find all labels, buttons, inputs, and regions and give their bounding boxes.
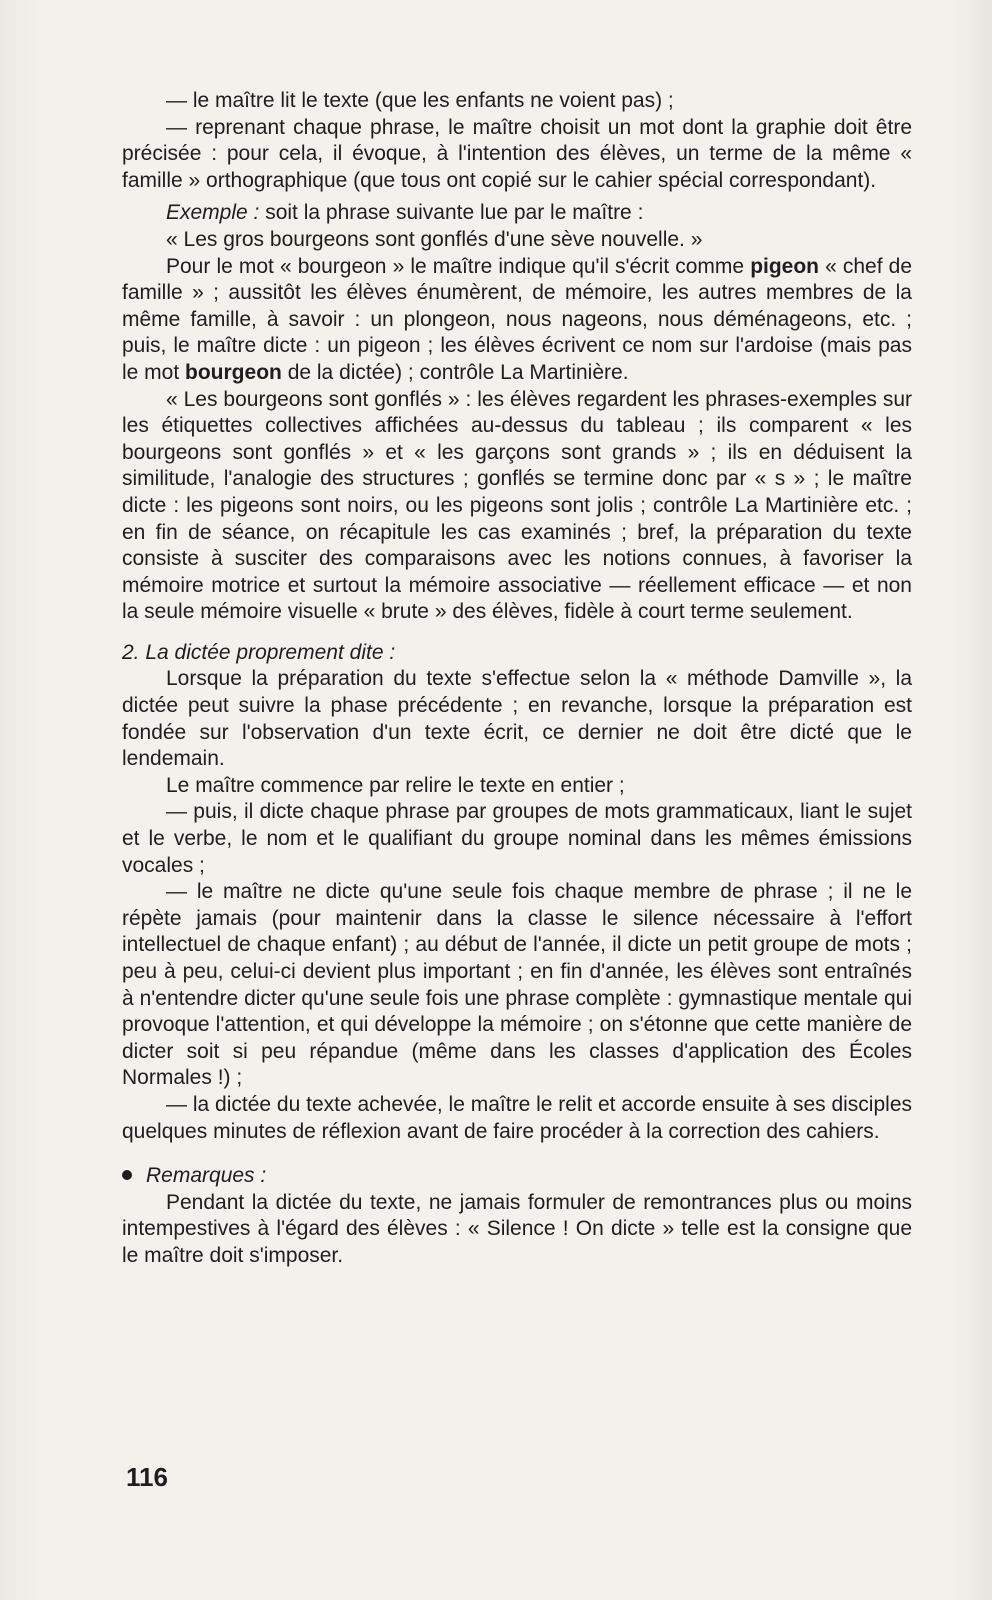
- paragraph-reading: — le maître lit le texte (que les enfants ne voient pas) ;: [166, 89, 674, 112]
- remarques-heading: [122, 1163, 912, 1190]
- pigeon-word: pigeon: [750, 254, 820, 278]
- section-heading: 2. La dictée proprement dite :: [122, 640, 396, 664]
- bullet-icon: [122, 1170, 132, 1180]
- paragraph-correction: — la dictée du texte achevée, le maître le relit et accorde ensuite à ses disciples quelques minutes de réflexion avant de faire procéder à la correction des cahiers.: [122, 1092, 912, 1143]
- example-text: soit la phrase suivante lue par le maître :: [259, 201, 644, 225]
- bourgeon-text-b: « chef de famille » ; aussitôt les élèves énumèrent, de mémoire, les autres membres de la même famille, à savoir : un plongeon, nous nageons, nous déménageons, etc. ; puis, le maître dicte : un pigeon ; les élèves écrivent ce nom sur l'ardoise (mais pas le mot: [122, 254, 913, 384]
- paragraph-une-fois: — le maître ne dicte qu'une seule fois chaque membre de phrase ; il ne le répète jamais (pour maintenir dans la classe le silence nécessaire à l'effort intellectuel de chaque enfant) ; au début de l'année, il dicte un petit groupe de mots ; peu à peu, celui-ci devient plus important ; en fin d'année, les élèves sont entraînés à n'entendre dicter qu'une seule fois une phrase complète : gymnastique mentale qui provoque l'attention, et qui développe la mémoire ; on s'étonne que cette manière de dicter soit si peu répandue (même dans les classes d'application des Écoles Normales !) ;: [122, 880, 912, 1090]
- example-label: Exemple :: [166, 201, 260, 225]
- bourgeon-text-c: de la dictée) ; contrôle La Martinière.: [281, 360, 629, 384]
- bourgeon-word: bourgeon: [185, 360, 282, 384]
- example-sentence: « Les gros bourgeons sont gonflés d'une sève nouvelle. »: [166, 227, 703, 251]
- page-number: 116: [126, 1462, 168, 1492]
- paragraph-damville: Lorsque la préparation du texte s'effectue selon la « méthode Damville », la dictée peut suivre la phase précédente ; en revanche, lorsque la préparation est fondée sur l'observation d'un texte écrit, ce dernier ne doit être dicté que le lendemain.: [122, 667, 912, 771]
- paragraph-groupes: — puis, il dicte chaque phrase par groupes de mots grammaticaux, liant le sujet et le verbe, le nom et le qualifiant du groupe nominal dans les mêmes émissions vocales ;: [122, 800, 912, 877]
- paragraph-rephrasing: — reprenant chaque phrase, le maître choisit un mot dont la graphie doit être précisée : pour cela, il évoque, à l'intention des élèves, un terme de la même « famille » orthographique (que tous ont copié sur le cahier spécial correspondant).: [122, 115, 912, 192]
- paragraph-relire: Le maître commence par relire le texte en entier ;: [166, 773, 625, 797]
- paragraph-silence: Pendant la dictée du texte, ne jamais formuler de remontrances plus ou moins intempestives à l'égard des élèves : « Silence ! On dicte » telle est la consigne que le maître doit s'imposer.: [122, 1190, 912, 1267]
- remarques-label: Remarques :: [146, 1164, 267, 1188]
- bourgeon-text-a: Pour le mot « bourgeon » le maître indique qu'il s'écrit comme: [166, 254, 751, 278]
- paragraph-gonfles: « Les bourgeons sont gonflés » : les élèves regardent les phrases-exemples sur les étiquettes collectives affichées au-dessus du tableau ; ils comparent « les bourgeons sont gonflés » et « les garçons sont grands » ; ils en déduisent la similitude, l'analogie des structures ; gonflés se termine donc par « s » ; le maître dicte : les pigeons sont noirs, ou les pigeons sont jolis ; contrôle La Martinière etc. ; en fin de séance, on récapitule les cas examinés ; bref, la préparation du texte consiste à susciter des comparaisons avec les notions connues, à favoriser la mémoire motrice et surtout la mémoire associative — réellement efficace — et non la seule mémoire visuelle « brute » des élèves, fidèle à court terme seulement.: [122, 387, 912, 624]
- paragraph-example: [122, 200, 912, 227]
- body-text: [122, 88, 912, 1270]
- paragraph-bourgeon: [122, 254, 912, 387]
